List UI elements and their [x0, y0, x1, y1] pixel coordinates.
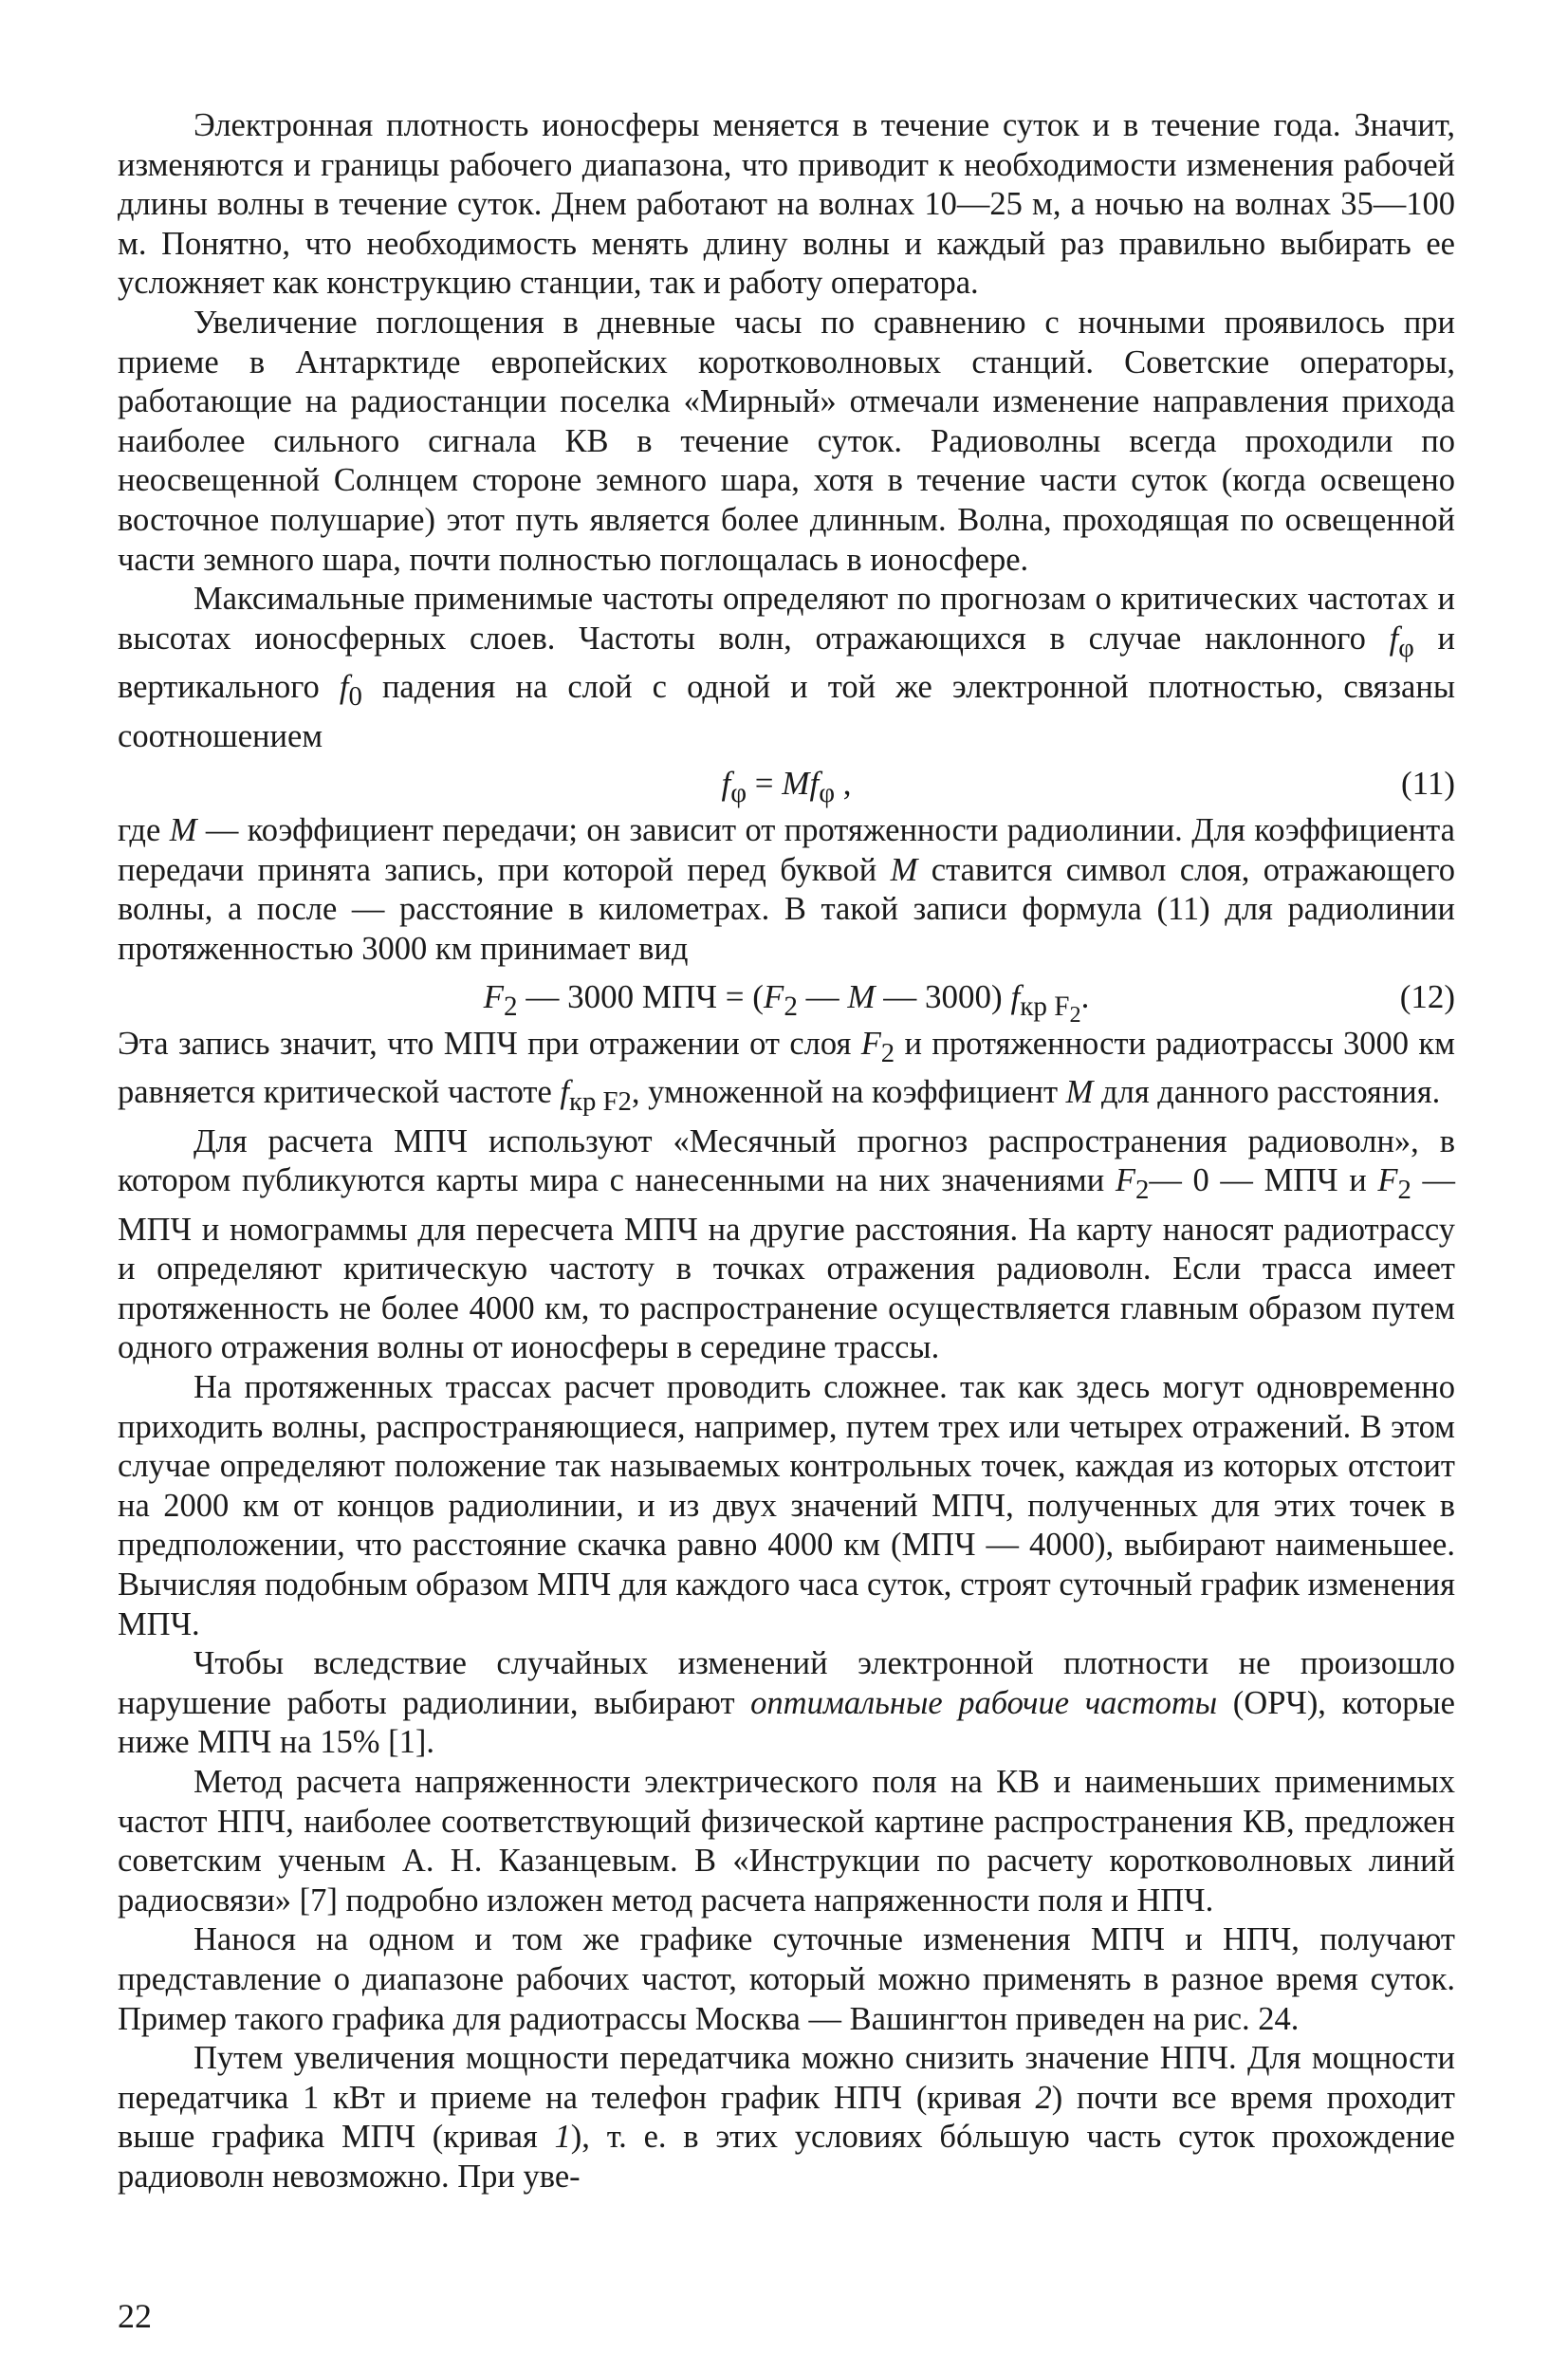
symbol-subscript: кр F2: [569, 1086, 632, 1118]
paragraph-ionosphere-density: [118, 106, 1455, 304]
symbol-f: f: [1389, 620, 1399, 657]
paragraph-text: Электронная плотность ионосферы меняется в течение суток и в течение года. Значит, изменяются и границы рабочего диапазона, что приводит к необходимости изменения рабочей длины волны в течение суток. Днем работают на волнах 10—25 м, а ночью на волнах 35—100 м. Понятно, что необходимость менять длину волны и каждый раз правильно выбирать ее усложняет как конструкцию станции, так и работу оператора.: [118, 107, 1455, 302]
formula-number: (12): [1399, 977, 1455, 1015]
formula-subscript: 2: [784, 991, 798, 1022]
paragraph-text: Для расчета МПЧ используют «Месячный прогноз распространения радиоволн», в котором публикуются карты мира с нанесенными на них значениями: [118, 1122, 1455, 1199]
paragraph-text: Путем увеличения мощности передатчика можно снизить значение НПЧ. Для мощности передатчика 1 кВт и приеме на телефон график НПЧ (кривая: [118, 2040, 1455, 2116]
paragraph-text: , умноженной на коэффициент: [631, 1074, 1066, 1111]
symbol-F: F: [860, 1025, 881, 1062]
paragraph-text: ставится символ слоя, отражающего волны, а после — расстояние в километрах. В такой записи формула (11) для радиолинии протяженностью 3000 км принимает вид: [118, 851, 1455, 968]
symbol-M: M: [1065, 1074, 1094, 1111]
symbol-f: f: [560, 1074, 570, 1111]
symbol-subscript: φ: [1398, 632, 1414, 663]
formula-symbol: f: [1010, 977, 1021, 1015]
symbol-subscript: 0: [348, 681, 362, 713]
symbol-subscript: 2: [1134, 1175, 1150, 1206]
formula-12-body: [483, 977, 1090, 1028]
paragraph-mpch-calculation: [118, 1122, 1455, 1368]
page-number: 22: [118, 2297, 152, 2335]
formula-number: (11): [1400, 765, 1455, 803]
paragraph-optimal-frequencies: [118, 1644, 1455, 1763]
paragraph-kazantsev-method: [118, 1763, 1455, 1920]
symbol-M: M: [890, 851, 918, 888]
formula-subscript-text: кр F: [1020, 991, 1070, 1022]
paragraph-text: где: [118, 812, 170, 849]
paragraph-text: (ОРЧ), которые ниже МПЧ на 15% [1].: [118, 1684, 1455, 1761]
formula-symbol: M: [847, 977, 876, 1015]
symbol-F: F: [1377, 1162, 1398, 1199]
curve-number: 2: [1035, 2079, 1052, 2116]
symbol-f: f: [339, 669, 349, 706]
paragraph-text: Эта запись значит, что МПЧ при отражении от слоя: [118, 1025, 861, 1062]
paragraph-text: — МПЧ и номограммы для пересчета МПЧ на другие расстояния. На карту наносят радиотрассу и определяют критическую частоту в точках отражения радиоволн. Если трасса имеет протяженность не более 4000 км, то распространение осуществляется главным образом путем одного отражения волны от ионосферы в середине трассы.: [118, 1162, 1455, 1366]
formula-11-body: [721, 765, 852, 809]
symbol-subscript: 2: [1397, 1175, 1411, 1206]
paragraph-text: и вертикального: [118, 620, 1456, 706]
paragraph-daily-graph: [118, 1920, 1455, 2039]
paragraph-text: ), т. е. в этих условиях бóльшую часть суток прохождение радиоволн невозможно. При уве-: [118, 2119, 1455, 2195]
formula-11: [118, 756, 1455, 811]
curve-number: 1: [554, 2119, 571, 2156]
formula-symbol: F: [483, 977, 505, 1015]
paragraph-text: — коэффициент передачи; он зависит от протяженности радиолинии. Для коэффициента передачи принята запись, при которой перед буквой: [118, 812, 1455, 888]
paragraph-text: — 0: [1149, 1162, 1209, 1199]
emphasis-text: оптимальные рабочие частоты: [750, 1684, 1218, 1721]
formula-text: =: [747, 765, 783, 803]
paragraph-text: Максимальные применимые частоты определяют по прогнозам о критических частотах и высотах ионосферных слоев. Частоты волн, отражающихся в случае наклонного: [118, 581, 1455, 657]
paragraph-transfer-coefficient: [118, 811, 1455, 969]
formula-12: [118, 970, 1455, 1028]
formula-subsubscript: 2: [1069, 1001, 1081, 1028]
formula-subscript: φ: [819, 778, 836, 809]
formula-symbol: M: [782, 765, 810, 803]
paragraph-long-routes: [118, 1368, 1455, 1644]
formula-text: — 3000): [875, 977, 1011, 1015]
paragraph-text: Нанося на одном и том же графике суточные изменения МПЧ и НПЧ, получают представление о диапазоне рабочих частот, который можно применять в разное время суток. Пример такого графика для радиотрассы Москва — Вашингтон приведен на рис. 24.: [118, 1921, 1455, 2037]
formula-text: — 3000 МПЧ = (: [517, 977, 764, 1015]
formula-subscript: φ: [730, 778, 747, 809]
paragraph-text: — МПЧ и: [1208, 1162, 1378, 1199]
paragraph-text: Чтобы вследствие случайных изменений электронной плотности не произошло нарушение работы радиолинии, выбирают: [118, 1645, 1455, 1721]
paragraph-text: ) почти все время проходит выше графика МПЧ (кривая: [118, 2079, 1456, 2156]
formula-symbol: f: [721, 765, 731, 803]
paragraph-text: падения на слой с одной и той же электронной плотностью, связаны соотношением: [118, 669, 1455, 754]
formula-symbol: F: [763, 977, 784, 1015]
paragraph-max-frequencies: [118, 580, 1455, 756]
formula-text: —: [797, 977, 848, 1015]
symbol-subscript: 2: [880, 1037, 895, 1068]
symbol-F: F: [1115, 1162, 1135, 1199]
paragraph-text: Метод расчета напряженности электрического поля на КВ и наименьших применимых частот НПЧ, наиболее соответствующий физической картине распространения КВ, предложен советским ученым А. Н. Казанцевым. В «Инструкции по расчету коротковолновых линий радиосвязи» [7] подробно изложен метод расчета напряженности поля и НПЧ.: [118, 1764, 1455, 1918]
paragraph-transmitter-power: [118, 2039, 1455, 2196]
paragraph-text: На протяженных трассах расчет проводить сложнее. так как здесь могут одновременно приходить волны, распространяющиеся, например, путем трех или четырех отражений. В этом случае определяют положение так называемых контрольных точек, каждая из которых отстоит на 2000 км от концов радиолинии, и из двух значений МПЧ, полученных для этих точек в предположении, что расстояние скачка равно 4000 км (МПЧ — 4000), выбирают наименьшее. Вычисляя подобным образом МПЧ для каждого часа суток, строят суточный график изменения МПЧ.: [118, 1369, 1455, 1642]
paragraph-record-meaning: [118, 1025, 1455, 1122]
paragraph-absorption: [118, 304, 1455, 580]
formula-symbol: f: [809, 765, 820, 803]
symbol-M: M: [169, 812, 197, 849]
paragraph-text: для данного расстояния.: [1093, 1074, 1441, 1111]
formula-subscript: [1020, 991, 1081, 1028]
page-body: [118, 106, 1455, 2197]
formula-text: ,: [835, 765, 852, 803]
formula-text: .: [1080, 977, 1090, 1015]
paragraph-text: и протяженности радиотрассы 3000 км равняется критической частоте: [118, 1025, 1455, 1111]
paragraph-text: Увеличение поглощения в дневные часы по сравнению с ночными проявилось при приеме в Антарктиде европейских коротковолновых станций. Советские операторы, работающие на радиостанции поселка «Мирный» отмечали изменение направления прихода наиболее сильного сигнала КВ в течение суток. Радиоволны всегда проходили по неосвещенной Солнцем стороне земного шара, хотя в течение части суток (когда освещено восточное полушарие) этот путь является более длинным. Волна, проходящая по освещенной части земного шара, почти полностью поглощалась в ионосфере.: [118, 304, 1455, 578]
formula-subscript: 2: [504, 991, 518, 1022]
